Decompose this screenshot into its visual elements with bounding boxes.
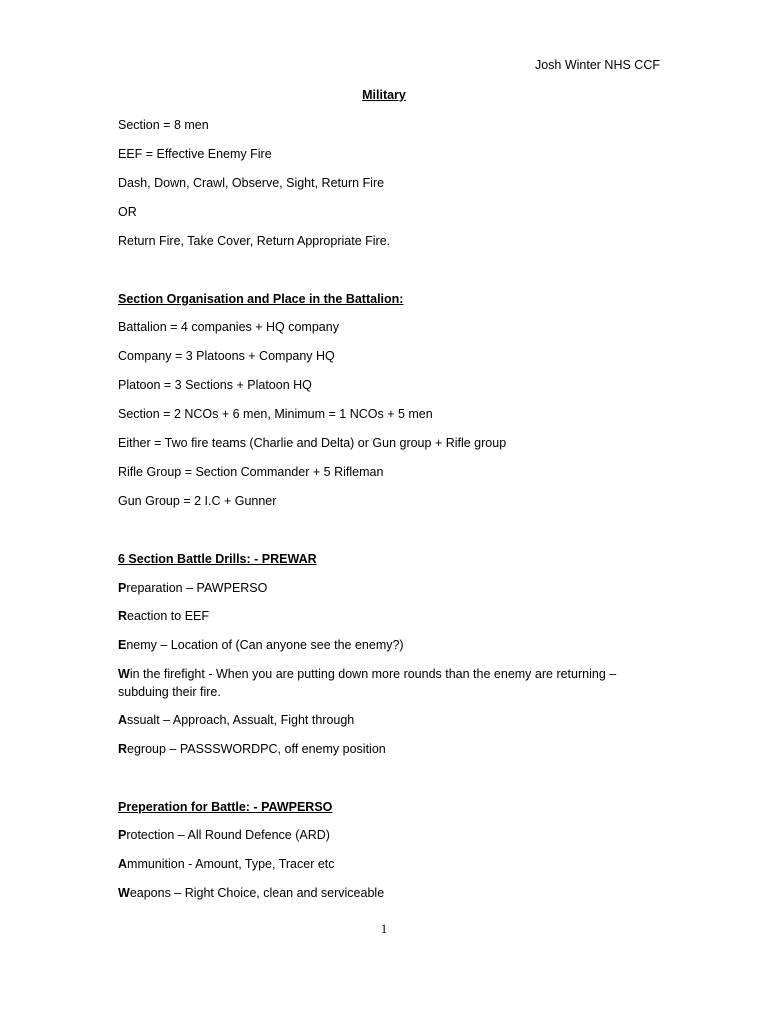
section-heading-organisation: Section Organisation and Place in the Battalion: [118, 292, 404, 306]
drill-initial: R [118, 609, 128, 623]
prep-initial: W [118, 886, 130, 900]
battle-drill-item [118, 607, 648, 625]
drill-initial: R [118, 742, 128, 756]
intro-line: Dash, Down, Crawl, Observe, Sight, Return Fire [118, 176, 385, 190]
prep-text: mmunition - Amount, Type, Tracer etc [127, 857, 335, 871]
drill-text: ssualt – Approach, Assualt, Fight through [127, 713, 355, 727]
prep-initial: A [118, 857, 128, 871]
organisation-line: Section = 2 NCOs + 6 men, Minimum = 1 NCOs + 5 men [118, 407, 433, 421]
intro-line: OR [118, 205, 137, 219]
drill-text: eaction to EEF [127, 609, 210, 623]
section-heading-preparation: Preperation for Battle: - PAWPERSO [118, 800, 333, 814]
drill-initial: P [118, 581, 127, 595]
organisation-line: Gun Group = 2 I.C + Gunner [118, 494, 277, 508]
drill-initial: A [118, 713, 128, 727]
drill-initial: E [118, 638, 127, 652]
preparation-item [118, 884, 648, 902]
organisation-line: Platoon = 3 Sections + Platoon HQ [118, 378, 312, 392]
battle-drill-item [118, 579, 648, 597]
preparation-item [118, 826, 648, 844]
prep-text: rotection – All Round Defence (ARD) [126, 828, 330, 842]
organisation-line: Company = 3 Platoons + Company HQ [118, 349, 335, 363]
prep-initial: P [118, 828, 127, 842]
battle-drill-item [118, 740, 648, 758]
drill-text: egroup – PASSSWORDPC, off enemy position [127, 742, 386, 756]
battle-drill-item [118, 636, 648, 654]
page-number: 1 [380, 922, 388, 936]
section-heading-battle-drills: 6 Section Battle Drills: - PREWAR [118, 552, 317, 566]
organisation-line: Either = Two fire teams (Charlie and Delta) or Gun group + Rifle group [118, 436, 507, 450]
drill-text: in the firefight - When you are putting down more rounds than the enemy are returning – subduing their fire. [118, 667, 617, 699]
drill-text: nemy – Location of (Can anyone see the enemy?) [126, 638, 404, 652]
preparation-item [118, 855, 648, 873]
intro-line: Section = 8 men [118, 118, 209, 132]
header-author: Josh Winter NHS CCF [534, 58, 660, 72]
drill-text: reparation – PAWPERSO [126, 581, 268, 595]
organisation-line: Battalion = 4 companies + HQ company [118, 320, 339, 334]
battle-drill-item [118, 711, 648, 729]
organisation-line: Rifle Group = Section Commander + 5 Rifleman [118, 465, 384, 479]
battle-drill-item [118, 665, 638, 701]
drill-initial: W [118, 667, 130, 681]
prep-text: eapons – Right Choice, clean and serviceable [129, 886, 385, 900]
intro-line: Return Fire, Take Cover, Return Appropriate Fire. [118, 234, 391, 248]
page-title: Military [362, 88, 406, 102]
intro-line: EEF = Effective Enemy Fire [118, 147, 272, 161]
